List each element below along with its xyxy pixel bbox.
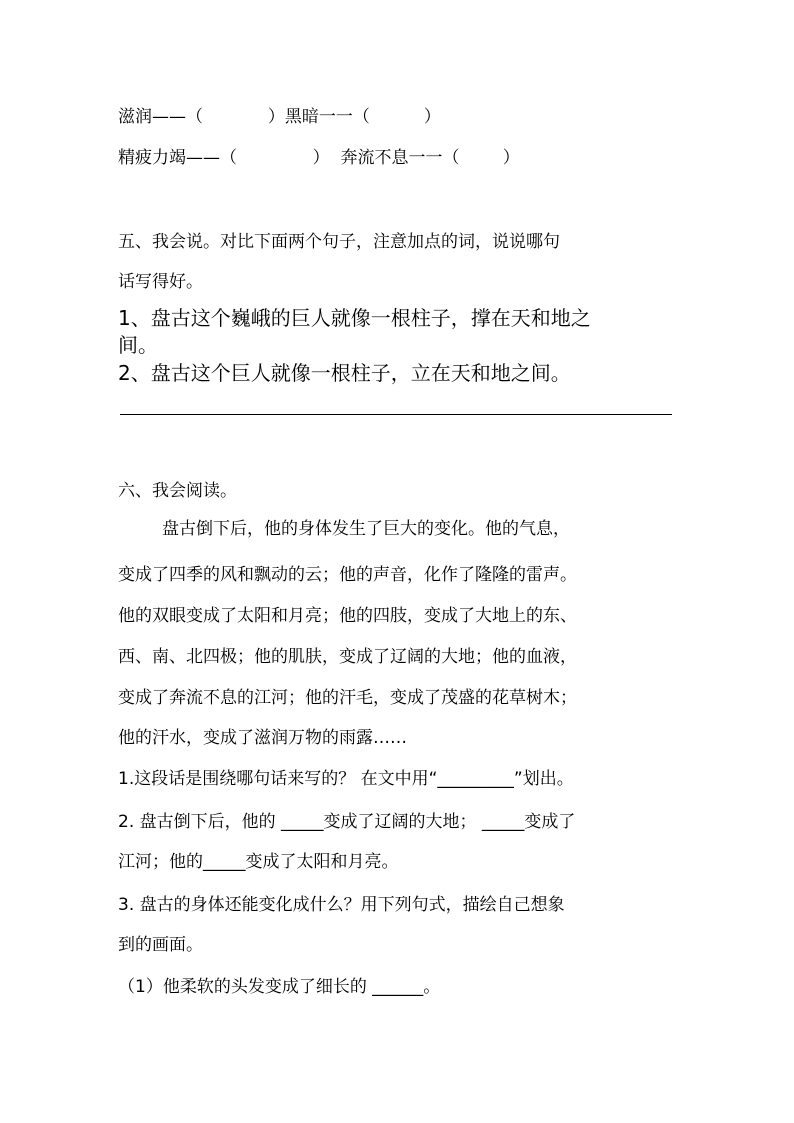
passage-line-5: 变成了奔流不息的江河；他的汗毛，变成了茂盛的花草树木； <box>118 688 577 708</box>
question-2-line2: 江河；他的_____变成了太阳和月亮。 <box>118 852 399 872</box>
passage-line-4: 西、南、北四极；他的肌肤，变成了辽阔的大地；他的血液， <box>118 647 577 667</box>
passage-line-3: 他的双眼变成了太阳和月亮；他的四肢，变成了大地上的东、 <box>118 606 577 626</box>
sentence1-line2: 间。 <box>118 333 158 357</box>
section5-title-line1: 五、我会说。对比下面两个句子，注意加点的词，说说哪句 <box>118 232 560 252</box>
question-3-line2: 到的画面。 <box>118 935 203 955</box>
question-3-line1: 3. 盘古的身体还能变化成什么？用下列句式，描绘自己想象 <box>118 895 565 915</box>
sentence2: 2、盘古这个巨人就像一根柱子，立在天和地之间。 <box>118 361 571 385</box>
section6-title: 六、我会阅读。 <box>118 481 237 501</box>
section5-title-line2: 话写得好。 <box>118 272 203 292</box>
passage-line-1: 盘古倒下后，他的身体发生了巨大的变化。他的气息， <box>162 519 570 539</box>
answer-line <box>120 414 672 415</box>
question-2-line1: 2. 盘古倒下后，他的 _____变成了辽阔的大地； _____变成了 <box>118 812 576 832</box>
antonym-line-2: 精疲力竭——（ ） 奔流不息一一（ ） <box>118 148 520 168</box>
question-1: 1.这段话是围绕哪句话来写的？ 在文中用“_________”划出。 <box>118 769 574 789</box>
sentence1-line1: 1、盘古这个巍峨的巨人就像一根柱子，撑在天和地之 <box>118 306 591 330</box>
antonym-line-1: 滋润——（ ）黑暗一一（ ） <box>118 107 441 127</box>
question-3-item-1: （1）他柔软的头发变成了细长的 ______。 <box>118 977 441 997</box>
passage-line-2: 变成了四季的风和飘动的云；他的声音，化作了隆隆的雷声。 <box>118 565 577 585</box>
passage-line-6: 他的汗水，变成了滋润万物的雨露…… <box>118 728 407 748</box>
